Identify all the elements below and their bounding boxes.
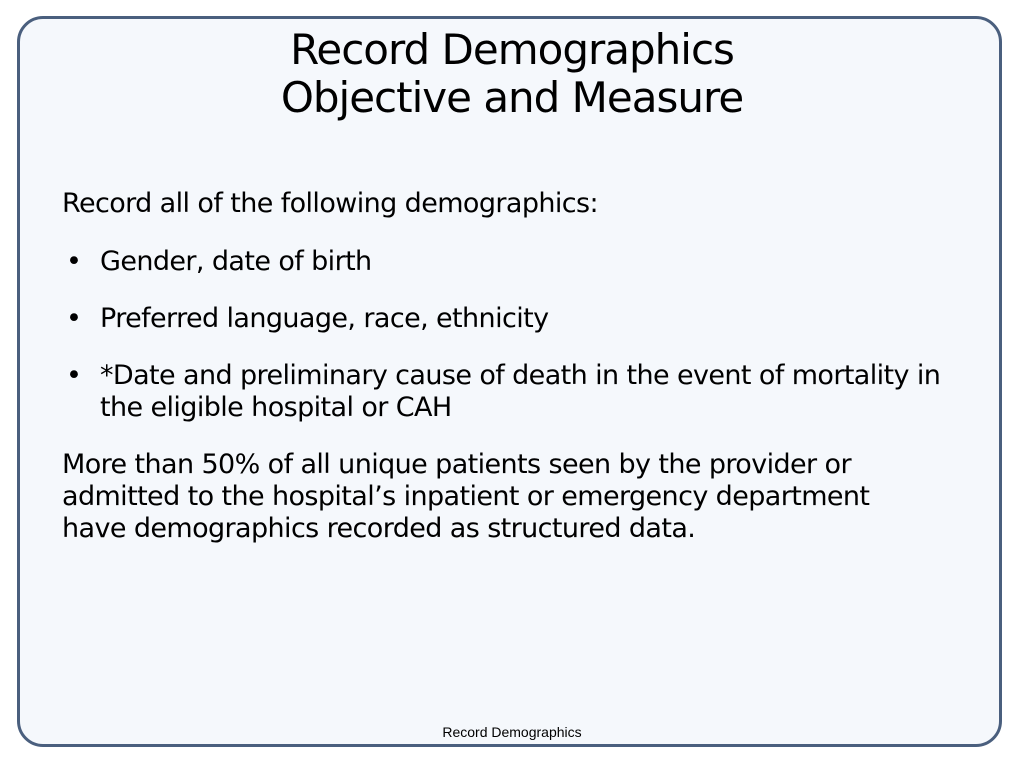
bullet-item	[62, 303, 962, 335]
slide-body	[62, 188, 962, 545]
title-line-2: Objective and Measure	[280, 73, 744, 122]
slide-footer: Record Demographics	[442, 724, 582, 740]
bullet-item	[62, 246, 962, 278]
bullet-list	[62, 246, 962, 424]
slide-title	[0, 26, 1024, 122]
bullet-item	[62, 360, 962, 424]
bullet-text: *Date and preliminary cause of death in the event of mortality in the eligible hospital or CAH	[100, 360, 941, 423]
outro-text: More than 50% of all unique patients seen by the provider or admitted to the hospital’s inpatient or emergency department have demographics recorded as structured data.	[62, 449, 870, 544]
bullet-dot-icon: •	[66, 303, 82, 334]
bullet-text: Gender, date of birth	[100, 246, 372, 277]
bullet-text: Preferred language, race, ethnicity	[100, 303, 549, 334]
title-line-1: Record Demographics	[290, 25, 734, 74]
bullet-dot-icon: •	[66, 360, 82, 391]
bullet-dot-icon: •	[66, 246, 82, 277]
intro-text: Record all of the following demographics:	[62, 188, 598, 219]
